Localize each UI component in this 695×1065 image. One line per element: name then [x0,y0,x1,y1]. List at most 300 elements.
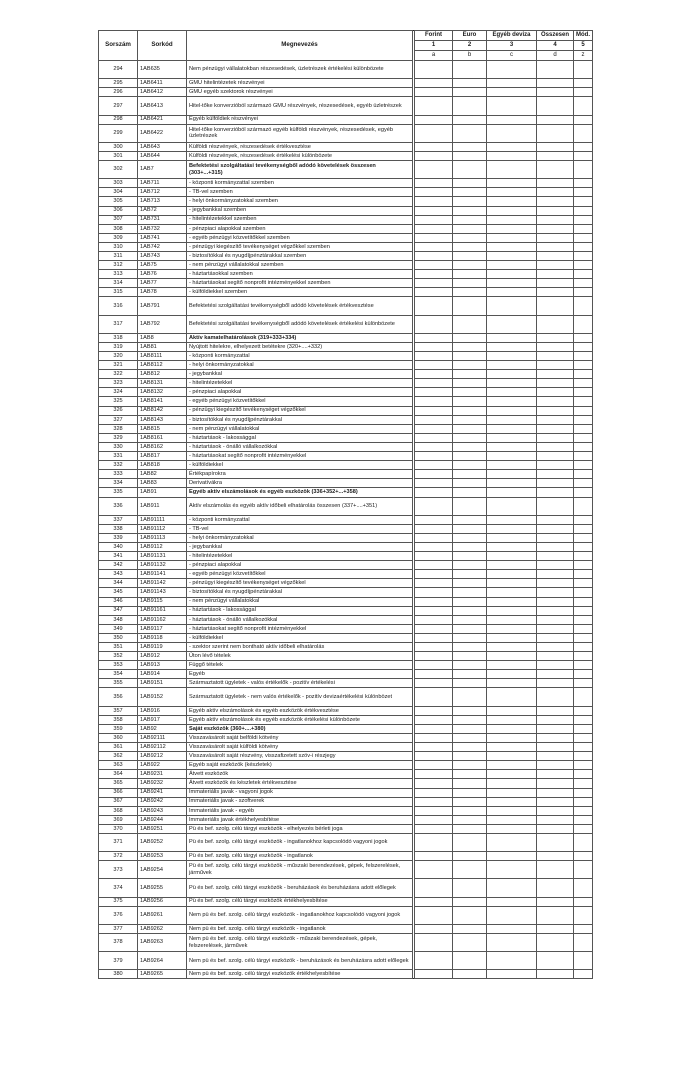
value-cell-egyeb-deviza[interactable] [487,715,537,724]
value-cell-mod[interactable] [574,761,593,770]
value-cell-osszesen[interactable] [537,533,574,542]
value-cell-egyeb-deviza[interactable] [487,242,537,251]
value-cell-egyeb-deviza[interactable] [487,524,537,533]
value-cell-euro[interactable] [453,524,487,533]
value-cell-forint[interactable] [415,424,453,433]
value-cell-egyeb-deviza[interactable] [487,643,537,652]
value-cell-egyeb-deviza[interactable] [487,442,537,451]
value-cell-forint[interactable] [415,815,453,824]
value-cell-forint[interactable] [415,433,453,442]
value-cell-osszesen[interactable] [537,752,574,761]
value-cell-mod[interactable] [574,424,593,433]
value-cell-egyeb-deviza[interactable] [487,315,537,333]
value-cell-mod[interactable] [574,570,593,579]
value-cell-forint[interactable] [415,279,453,288]
value-cell-osszesen[interactable] [537,524,574,533]
value-cell-osszesen[interactable] [537,679,574,688]
value-cell-egyeb-deviza[interactable] [487,224,537,233]
value-cell-egyeb-deviza[interactable] [487,688,537,706]
value-cell-euro[interactable] [453,797,487,806]
value-cell-osszesen[interactable] [537,643,574,652]
value-cell-osszesen[interactable] [537,824,574,833]
value-cell-forint[interactable] [415,197,453,206]
value-cell-forint[interactable] [415,779,453,788]
value-cell-mod[interactable] [574,206,593,215]
value-cell-egyeb-deviza[interactable] [487,288,537,297]
value-cell-egyeb-deviza[interactable] [487,833,537,851]
value-cell-forint[interactable] [415,715,453,724]
value-cell-osszesen[interactable] [537,342,574,351]
value-cell-egyeb-deviza[interactable] [487,797,537,806]
value-cell-mod[interactable] [574,652,593,661]
value-cell-egyeb-deviza[interactable] [487,724,537,733]
value-cell-forint[interactable] [415,561,453,570]
value-cell-osszesen[interactable] [537,315,574,333]
value-cell-euro[interactable] [453,879,487,897]
value-cell-egyeb-deviza[interactable] [487,615,537,624]
value-cell-mod[interactable] [574,542,593,551]
value-cell-egyeb-deviza[interactable] [487,579,537,588]
value-cell-forint[interactable] [415,415,453,424]
value-cell-euro[interactable] [453,488,487,497]
value-cell-egyeb-deviza[interactable] [487,279,537,288]
value-cell-forint[interactable] [415,179,453,188]
value-cell-egyeb-deviza[interactable] [487,124,537,142]
value-cell-egyeb-deviza[interactable] [487,879,537,897]
value-cell-mod[interactable] [574,788,593,797]
value-cell-mod[interactable] [574,588,593,597]
value-cell-forint[interactable] [415,643,453,652]
value-cell-osszesen[interactable] [537,743,574,752]
value-cell-euro[interactable] [453,761,487,770]
value-cell-euro[interactable] [453,279,487,288]
value-cell-egyeb-deviza[interactable] [487,561,537,570]
value-cell-mod[interactable] [574,752,593,761]
value-cell-egyeb-deviza[interactable] [487,606,537,615]
value-cell-mod[interactable] [574,179,593,188]
value-cell-egyeb-deviza[interactable] [487,633,537,642]
value-cell-forint[interactable] [415,724,453,733]
value-cell-euro[interactable] [453,79,487,88]
value-cell-mod[interactable] [574,743,593,752]
value-cell-forint[interactable] [415,633,453,642]
value-cell-euro[interactable] [453,188,487,197]
value-cell-osszesen[interactable] [537,361,574,370]
value-cell-osszesen[interactable] [537,179,574,188]
value-cell-egyeb-deviza[interactable] [487,552,537,561]
value-cell-mod[interactable] [574,806,593,815]
value-cell-euro[interactable] [453,824,487,833]
value-cell-forint[interactable] [415,388,453,397]
value-cell-egyeb-deviza[interactable] [487,433,537,442]
value-cell-mod[interactable] [574,224,593,233]
value-cell-mod[interactable] [574,370,593,379]
value-cell-osszesen[interactable] [537,79,574,88]
value-cell-euro[interactable] [453,442,487,451]
value-cell-forint[interactable] [415,542,453,551]
value-cell-euro[interactable] [453,579,487,588]
value-cell-mod[interactable] [574,852,593,861]
value-cell-forint[interactable] [415,251,453,260]
value-cell-osszesen[interactable] [537,297,574,315]
value-cell-euro[interactable] [453,379,487,388]
value-cell-forint[interactable] [415,370,453,379]
value-cell-mod[interactable] [574,279,593,288]
value-cell-mod[interactable] [574,624,593,633]
value-cell-osszesen[interactable] [537,442,574,451]
value-cell-forint[interactable] [415,606,453,615]
value-cell-osszesen[interactable] [537,670,574,679]
value-cell-egyeb-deviza[interactable] [487,588,537,597]
value-cell-osszesen[interactable] [537,215,574,224]
value-cell-euro[interactable] [453,533,487,542]
value-cell-forint[interactable] [415,597,453,606]
value-cell-euro[interactable] [453,333,487,342]
value-cell-egyeb-deviza[interactable] [487,470,537,479]
value-cell-euro[interactable] [453,643,487,652]
value-cell-osszesen[interactable] [537,588,574,597]
value-cell-egyeb-deviza[interactable] [487,297,537,315]
value-cell-forint[interactable] [415,952,453,970]
value-cell-euro[interactable] [453,342,487,351]
value-cell-osszesen[interactable] [537,652,574,661]
value-cell-mod[interactable] [574,379,593,388]
value-cell-mod[interactable] [574,533,593,542]
value-cell-osszesen[interactable] [537,597,574,606]
value-cell-forint[interactable] [415,479,453,488]
value-cell-forint[interactable] [415,406,453,415]
value-cell-forint[interactable] [415,934,453,952]
value-cell-mod[interactable] [574,861,593,879]
value-cell-euro[interactable] [453,779,487,788]
value-cell-mod[interactable] [574,433,593,442]
value-cell-euro[interactable] [453,733,487,742]
value-cell-mod[interactable] [574,406,593,415]
value-cell-osszesen[interactable] [537,906,574,924]
value-cell-egyeb-deviza[interactable] [487,179,537,188]
value-cell-euro[interactable] [453,615,487,624]
value-cell-euro[interactable] [453,61,487,79]
value-cell-egyeb-deviza[interactable] [487,397,537,406]
value-cell-forint[interactable] [415,743,453,752]
value-cell-osszesen[interactable] [537,633,574,642]
value-cell-mod[interactable] [574,361,593,370]
value-cell-forint[interactable] [415,142,453,151]
value-cell-osszesen[interactable] [537,561,574,570]
value-cell-egyeb-deviza[interactable] [487,597,537,606]
value-cell-mod[interactable] [574,142,593,151]
value-cell-osszesen[interactable] [537,879,574,897]
value-cell-forint[interactable] [415,470,453,479]
value-cell-osszesen[interactable] [537,934,574,952]
value-cell-euro[interactable] [453,679,487,688]
value-cell-osszesen[interactable] [537,806,574,815]
value-cell-mod[interactable] [574,815,593,824]
value-cell-egyeb-deviza[interactable] [487,406,537,415]
value-cell-mod[interactable] [574,388,593,397]
value-cell-egyeb-deviza[interactable] [487,161,537,179]
value-cell-forint[interactable] [415,397,453,406]
value-cell-forint[interactable] [415,624,453,633]
value-cell-egyeb-deviza[interactable] [487,497,537,515]
value-cell-egyeb-deviza[interactable] [487,261,537,270]
value-cell-forint[interactable] [415,661,453,670]
value-cell-mod[interactable] [574,897,593,906]
value-cell-mod[interactable] [574,397,593,406]
value-cell-forint[interactable] [415,833,453,851]
value-cell-forint[interactable] [415,297,453,315]
value-cell-egyeb-deviza[interactable] [487,488,537,497]
value-cell-mod[interactable] [574,442,593,451]
value-cell-euro[interactable] [453,251,487,260]
value-cell-osszesen[interactable] [537,761,574,770]
value-cell-egyeb-deviza[interactable] [487,570,537,579]
value-cell-mod[interactable] [574,452,593,461]
value-cell-euro[interactable] [453,97,487,115]
value-cell-mod[interactable] [574,597,593,606]
value-cell-mod[interactable] [574,688,593,706]
value-cell-mod[interactable] [574,61,593,79]
value-cell-euro[interactable] [453,433,487,442]
value-cell-forint[interactable] [415,88,453,97]
value-cell-forint[interactable] [415,588,453,597]
value-cell-forint[interactable] [415,124,453,142]
value-cell-osszesen[interactable] [537,206,574,215]
value-cell-forint[interactable] [415,342,453,351]
value-cell-osszesen[interactable] [537,552,574,561]
value-cell-osszesen[interactable] [537,542,574,551]
value-cell-osszesen[interactable] [537,251,574,260]
value-cell-osszesen[interactable] [537,470,574,479]
value-cell-euro[interactable] [453,461,487,470]
value-cell-euro[interactable] [453,470,487,479]
value-cell-forint[interactable] [415,670,453,679]
value-cell-euro[interactable] [453,770,487,779]
value-cell-egyeb-deviza[interactable] [487,188,537,197]
value-cell-euro[interactable] [453,952,487,970]
value-cell-euro[interactable] [453,652,487,661]
value-cell-mod[interactable] [574,770,593,779]
value-cell-mod[interactable] [574,606,593,615]
value-cell-osszesen[interactable] [537,897,574,906]
value-cell-euro[interactable] [453,561,487,570]
value-cell-egyeb-deviza[interactable] [487,897,537,906]
value-cell-forint[interactable] [415,852,453,861]
value-cell-forint[interactable] [415,515,453,524]
value-cell-osszesen[interactable] [537,188,574,197]
value-cell-mod[interactable] [574,415,593,424]
value-cell-egyeb-deviza[interactable] [487,743,537,752]
value-cell-euro[interactable] [453,388,487,397]
value-cell-egyeb-deviza[interactable] [487,542,537,551]
value-cell-mod[interactable] [574,261,593,270]
value-cell-euro[interactable] [453,352,487,361]
value-cell-euro[interactable] [453,179,487,188]
value-cell-mod[interactable] [574,161,593,179]
value-cell-euro[interactable] [453,452,487,461]
value-cell-euro[interactable] [453,906,487,924]
value-cell-euro[interactable] [453,115,487,124]
value-cell-euro[interactable] [453,715,487,724]
value-cell-forint[interactable] [415,333,453,342]
value-cell-mod[interactable] [574,579,593,588]
value-cell-mod[interactable] [574,952,593,970]
value-cell-euro[interactable] [453,861,487,879]
value-cell-euro[interactable] [453,406,487,415]
value-cell-forint[interactable] [415,533,453,542]
value-cell-mod[interactable] [574,724,593,733]
value-cell-egyeb-deviza[interactable] [487,952,537,970]
value-cell-euro[interactable] [453,261,487,270]
value-cell-mod[interactable] [574,242,593,251]
value-cell-mod[interactable] [574,97,593,115]
value-cell-egyeb-deviza[interactable] [487,924,537,933]
value-cell-osszesen[interactable] [537,97,574,115]
value-cell-osszesen[interactable] [537,161,574,179]
value-cell-euro[interactable] [453,124,487,142]
value-cell-mod[interactable] [574,88,593,97]
value-cell-mod[interactable] [574,352,593,361]
value-cell-osszesen[interactable] [537,452,574,461]
value-cell-osszesen[interactable] [537,224,574,233]
value-cell-euro[interactable] [453,88,487,97]
value-cell-forint[interactable] [415,233,453,242]
value-cell-egyeb-deviza[interactable] [487,906,537,924]
value-cell-egyeb-deviza[interactable] [487,861,537,879]
value-cell-euro[interactable] [453,242,487,251]
value-cell-euro[interactable] [453,479,487,488]
value-cell-egyeb-deviza[interactable] [487,97,537,115]
value-cell-forint[interactable] [415,161,453,179]
value-cell-egyeb-deviza[interactable] [487,352,537,361]
value-cell-egyeb-deviza[interactable] [487,934,537,952]
value-cell-osszesen[interactable] [537,197,574,206]
value-cell-mod[interactable] [574,479,593,488]
value-cell-forint[interactable] [415,970,453,979]
value-cell-euro[interactable] [453,161,487,179]
value-cell-osszesen[interactable] [537,433,574,442]
value-cell-osszesen[interactable] [537,352,574,361]
value-cell-egyeb-deviza[interactable] [487,215,537,224]
value-cell-euro[interactable] [453,806,487,815]
value-cell-mod[interactable] [574,970,593,979]
value-cell-egyeb-deviza[interactable] [487,206,537,215]
value-cell-forint[interactable] [415,206,453,215]
value-cell-osszesen[interactable] [537,333,574,342]
value-cell-egyeb-deviza[interactable] [487,251,537,260]
value-cell-mod[interactable] [574,670,593,679]
value-cell-euro[interactable] [453,315,487,333]
value-cell-osszesen[interactable] [537,488,574,497]
value-cell-mod[interactable] [574,233,593,242]
value-cell-egyeb-deviza[interactable] [487,752,537,761]
value-cell-osszesen[interactable] [537,970,574,979]
value-cell-osszesen[interactable] [537,115,574,124]
value-cell-osszesen[interactable] [537,624,574,633]
value-cell-euro[interactable] [453,633,487,642]
value-cell-osszesen[interactable] [537,815,574,824]
value-cell-forint[interactable] [415,97,453,115]
value-cell-forint[interactable] [415,215,453,224]
value-cell-egyeb-deviza[interactable] [487,452,537,461]
value-cell-euro[interactable] [453,233,487,242]
value-cell-egyeb-deviza[interactable] [487,342,537,351]
value-cell-mod[interactable] [574,633,593,642]
value-cell-euro[interactable] [453,197,487,206]
value-cell-mod[interactable] [574,270,593,279]
value-cell-euro[interactable] [453,934,487,952]
value-cell-mod[interactable] [574,906,593,924]
value-cell-osszesen[interactable] [537,515,574,524]
value-cell-egyeb-deviza[interactable] [487,115,537,124]
value-cell-mod[interactable] [574,615,593,624]
value-cell-egyeb-deviza[interactable] [487,679,537,688]
value-cell-forint[interactable] [415,288,453,297]
value-cell-forint[interactable] [415,442,453,451]
value-cell-euro[interactable] [453,833,487,851]
value-cell-osszesen[interactable] [537,688,574,706]
value-cell-osszesen[interactable] [537,124,574,142]
value-cell-osszesen[interactable] [537,788,574,797]
value-cell-egyeb-deviza[interactable] [487,706,537,715]
value-cell-forint[interactable] [415,861,453,879]
value-cell-forint[interactable] [415,879,453,897]
value-cell-forint[interactable] [415,752,453,761]
value-cell-osszesen[interactable] [537,151,574,160]
value-cell-egyeb-deviza[interactable] [487,461,537,470]
value-cell-euro[interactable] [453,670,487,679]
value-cell-euro[interactable] [453,661,487,670]
value-cell-forint[interactable] [415,615,453,624]
value-cell-euro[interactable] [453,597,487,606]
value-cell-mod[interactable] [574,79,593,88]
value-cell-egyeb-deviza[interactable] [487,370,537,379]
value-cell-mod[interactable] [574,679,593,688]
value-cell-mod[interactable] [574,715,593,724]
value-cell-egyeb-deviza[interactable] [487,233,537,242]
value-cell-osszesen[interactable] [537,233,574,242]
value-cell-euro[interactable] [453,361,487,370]
value-cell-euro[interactable] [453,206,487,215]
value-cell-forint[interactable] [415,824,453,833]
value-cell-euro[interactable] [453,397,487,406]
value-cell-osszesen[interactable] [537,242,574,251]
value-cell-osszesen[interactable] [537,379,574,388]
value-cell-osszesen[interactable] [537,715,574,724]
value-cell-egyeb-deviza[interactable] [487,61,537,79]
value-cell-forint[interactable] [415,352,453,361]
value-cell-egyeb-deviza[interactable] [487,624,537,633]
value-cell-egyeb-deviza[interactable] [487,270,537,279]
value-cell-osszesen[interactable] [537,388,574,397]
value-cell-mod[interactable] [574,561,593,570]
value-cell-euro[interactable] [453,370,487,379]
value-cell-osszesen[interactable] [537,606,574,615]
value-cell-osszesen[interactable] [537,733,574,742]
value-cell-osszesen[interactable] [537,833,574,851]
value-cell-mod[interactable] [574,879,593,897]
value-cell-euro[interactable] [453,897,487,906]
value-cell-mod[interactable] [574,497,593,515]
value-cell-forint[interactable] [415,61,453,79]
value-cell-mod[interactable] [574,461,593,470]
value-cell-forint[interactable] [415,488,453,497]
value-cell-euro[interactable] [453,151,487,160]
value-cell-mod[interactable] [574,115,593,124]
value-cell-osszesen[interactable] [537,852,574,861]
value-cell-euro[interactable] [453,570,487,579]
value-cell-osszesen[interactable] [537,270,574,279]
